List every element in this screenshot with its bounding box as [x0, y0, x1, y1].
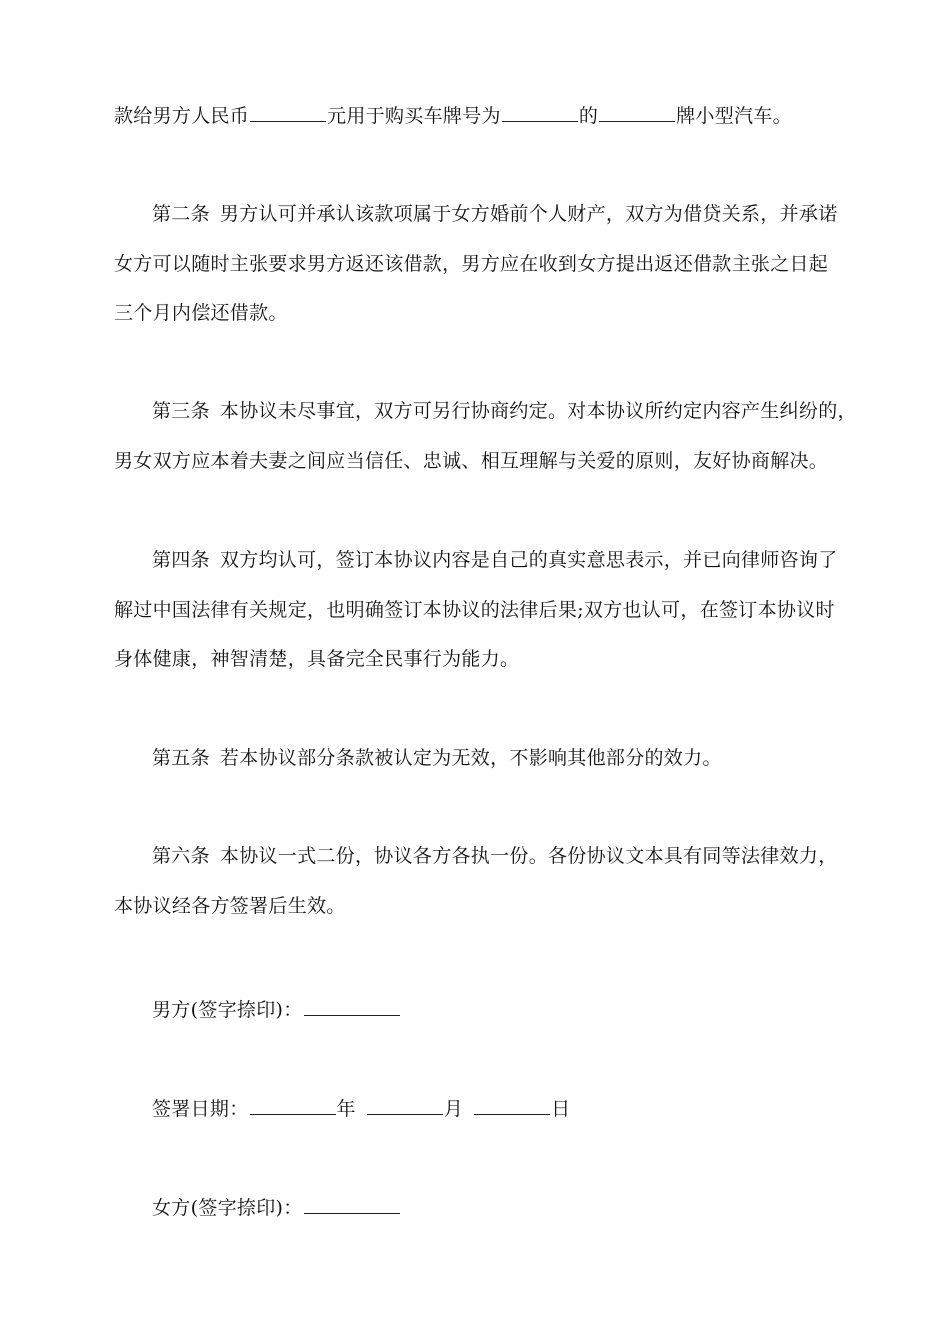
day-label: 日 — [551, 1098, 571, 1120]
article-4-line-3: 身体健康，神智清楚，具备完全民事行为能力。 — [114, 648, 520, 670]
sign-date-line — [152, 1095, 570, 1123]
text-span: 男方认可并承认该款项属于女方婚前个人财产，双方为借贷关系，并承诺 — [219, 203, 838, 225]
article-4-line-2: 解过中国法律有关规定，也明确签订本协议的法律后果;双方也认可，在签订本协议时 — [114, 599, 835, 621]
female-signature-label: 女方(签字捺印)： — [152, 1197, 303, 1219]
article-6-line-1 — [152, 842, 838, 870]
female-signature-line — [152, 1194, 401, 1222]
article-number: 第六条 — [152, 845, 210, 867]
female-signature-blank[interactable] — [304, 1195, 400, 1214]
year-blank[interactable] — [250, 1096, 336, 1115]
text-span: 元用于购买车牌号为 — [327, 105, 501, 127]
year-label: 年 — [336, 1098, 356, 1120]
day-blank[interactable] — [474, 1096, 550, 1115]
sign-date-label: 签署日期： — [152, 1098, 249, 1120]
article-number: 第五条 — [152, 747, 210, 769]
article-6-line-2: 本协议经各方签署后生效。 — [114, 895, 346, 917]
article-2-line-1 — [152, 200, 838, 228]
male-signature-blank[interactable] — [304, 997, 400, 1016]
article-3-line-2: 男女双方应本着夫妻之间应当信任、忠诚、相互理解与关爱的原则，友好协商解决。 — [114, 450, 829, 472]
month-blank[interactable] — [367, 1096, 443, 1115]
article-3-line-1 — [152, 397, 857, 425]
text-span: 牌小型汽车。 — [676, 105, 792, 127]
male-signature-line — [152, 996, 401, 1024]
article-4-line-1 — [152, 546, 838, 574]
text-span: 款给男方人民币 — [114, 105, 250, 127]
paragraph-line — [114, 102, 792, 130]
article-2-line-3: 三个月内偿还借款。 — [114, 302, 288, 324]
blank-line — [250, 103, 326, 122]
month-label: 月 — [443, 1098, 464, 1120]
text-span: 若本协议部分条款被认定为无效，不影响其他部分的效力。 — [219, 747, 722, 769]
article-2-line-2: 女方可以随时主张要求男方返还该借款，男方应在收到女方提出返还借款主张之日起 — [114, 253, 829, 275]
blank-line — [599, 103, 675, 122]
male-signature-label: 男方(签字捺印)： — [152, 999, 303, 1021]
article-number: 第四条 — [152, 549, 210, 571]
article-number: 第二条 — [152, 203, 210, 225]
article-number: 第三条 — [152, 400, 210, 422]
text-span: 本协议未尽事宜，双方可另行协商约定。对本协议所约定内容产生纠纷的， — [219, 400, 857, 422]
text-span: 本协议一式二份，协议各方各执一份。各份协议文本具有同等法律效力， — [219, 845, 838, 867]
article-5-line-1 — [152, 744, 722, 772]
text-span: 的 — [578, 105, 599, 127]
text-span: 双方均认可，签订本协议内容是自己的真实意思表示，并已向律师咨询了 — [219, 549, 838, 571]
blank-line — [502, 103, 578, 122]
